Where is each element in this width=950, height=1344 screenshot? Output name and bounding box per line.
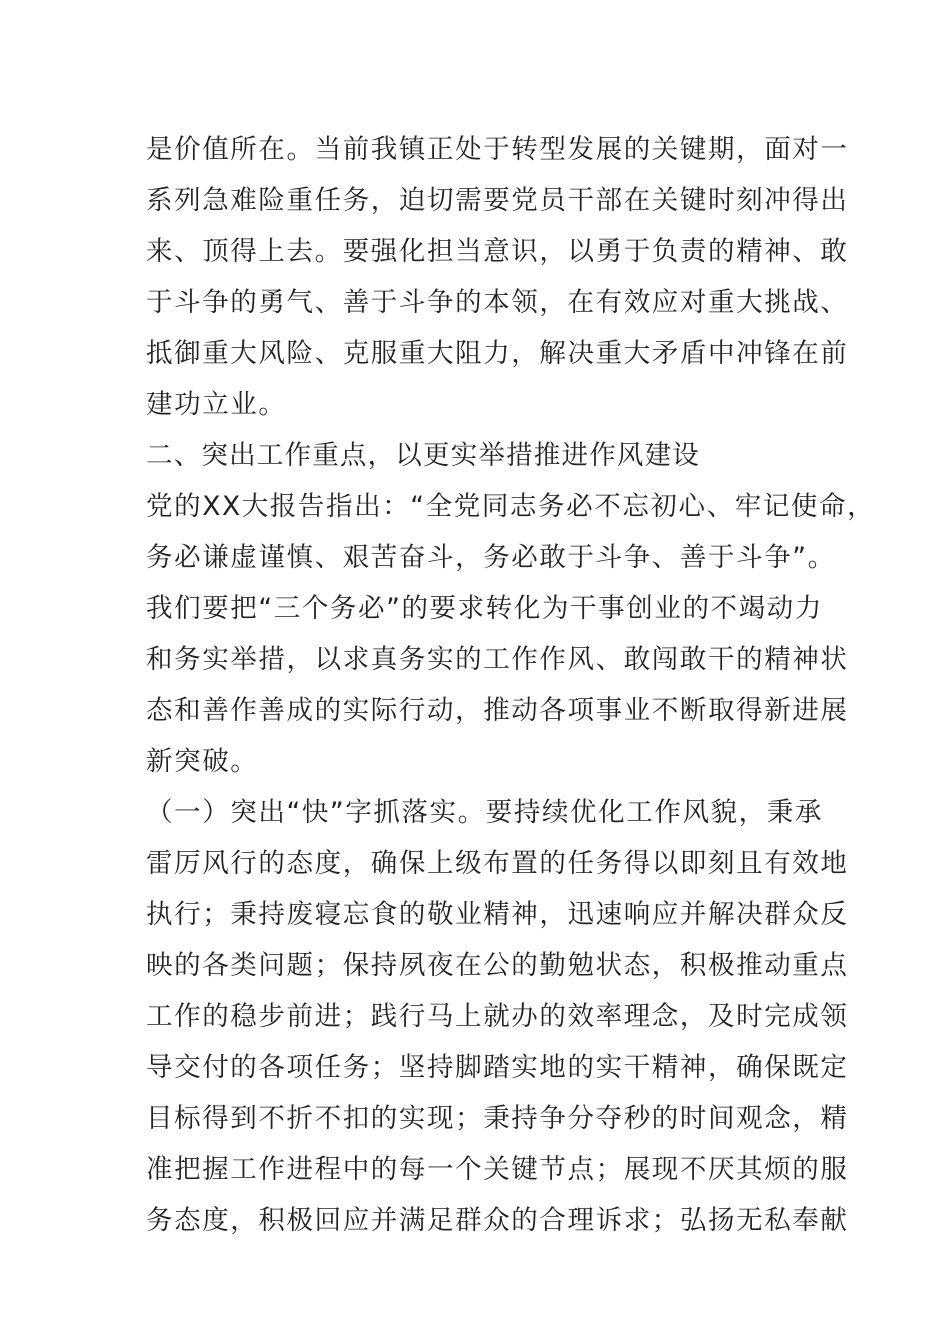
section-heading: 二、突出工作重点，以更实举措推进作风建设	[146, 440, 700, 471]
paragraph-line: 和务实举措，以求真务实的工作作风、敢闯敢干的精神状	[146, 644, 849, 675]
paragraph-line: 是价值所在。当前我镇正处于转型发展的关键期，面对一	[146, 134, 849, 165]
paragraph-line: 执行；秉持废寝忘食的敬业精神，迅速响应并解决群众反	[146, 899, 849, 930]
paragraph-line: 态和善作善成的实际行动，推动各项事业不断取得新进展	[146, 695, 849, 726]
subsection-heading-line: （一）突出“快”字抓落实。要持续优化工作风貌，秉承	[146, 797, 823, 828]
paragraph-line: 建功立业。	[146, 389, 287, 420]
paragraph-line: 我们要把“三个务必”的要求转化为干事创业的不竭动力	[146, 593, 823, 624]
paragraph-line: 抵御重大风险、克服重大阻力，解决重大矛盾中冲锋在前	[146, 338, 849, 369]
paragraph-line: 目标得到不折不扣的实现；秉持争分夺秒的时间观念，精	[146, 1103, 849, 1134]
paragraph-line: 导交付的各项任务；坚持脚踏实地的实干精神，确保既定	[146, 1052, 849, 1083]
paragraph-line: 系列急难险重任务，迫切需要党员干部在关键时刻冲得出	[146, 185, 849, 216]
paragraph-line: 务态度，积极回应并满足群众的合理诉求；弘扬无私奉献	[146, 1205, 849, 1236]
paragraph-line: 党的XX大报告指出：“全党同志务必不忘初心、牢记使命，	[146, 491, 876, 522]
paragraph-line: 准把握工作进程中的每一个关键节点；展现不厌其烦的服	[146, 1154, 849, 1185]
paragraph-line: 雷厉风行的态度，确保上级布置的任务得以即刻且有效地	[146, 848, 849, 879]
paragraph-line: 来、顶得上去。要强化担当意识，以勇于负责的精神、敢	[146, 236, 849, 267]
paragraph-line: 务必谦虚谨慎、艰苦奋斗，务必敢于斗争、善于斗争”。	[146, 542, 836, 573]
document-body	[146, 124, 876, 1246]
paragraph-line: 于斗争的勇气、善于斗争的本领，在有效应对重大挑战、	[146, 287, 849, 318]
paragraph-line: 映的各类问题；保持夙夜在公的勤勉状态，积极推动重点	[146, 950, 849, 981]
paragraph-line: 工作的稳步前进；践行马上就办的效率理念，及时完成领	[146, 1001, 849, 1032]
paragraph-line: 新突破。	[146, 746, 259, 777]
